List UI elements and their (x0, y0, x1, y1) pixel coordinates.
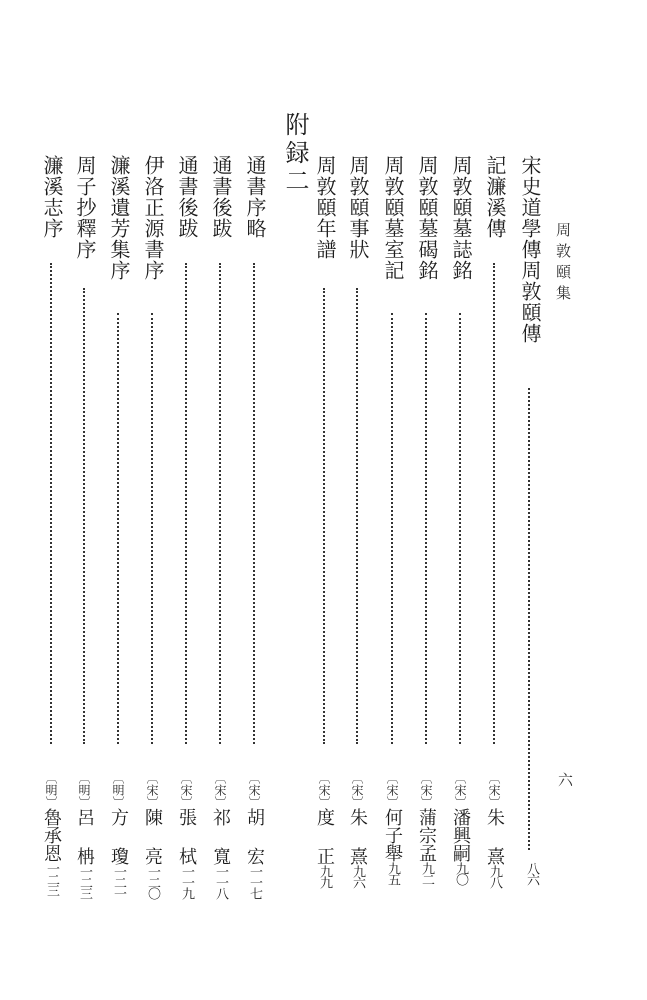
toc-entry-title: 周敦頤事狀 (346, 155, 370, 260)
toc-entry-dynasty: 〔宋〕 (419, 772, 433, 808)
toc-entry-title: 周敦頤年譜 (313, 155, 337, 260)
toc-entry-dynasty: 〔宋〕 (213, 772, 227, 808)
toc-entry-title: 濂溪遺芳集序 (107, 155, 131, 281)
dotted-leader (253, 263, 255, 744)
toc-entry-page: 一二三 (44, 862, 59, 895)
toc-entry-meta (73, 772, 95, 898)
section-heading: 附録二 (281, 112, 309, 196)
dotted-leader (323, 288, 325, 744)
toc-entry-page: 一一七 (247, 865, 262, 898)
toc-entry-title: 周子抄釋序 (73, 155, 97, 260)
toc-entry-title: 記濂溪傳 (483, 155, 507, 239)
dotted-leader (50, 263, 52, 744)
toc-entry-dynasty: 〔宋〕 (145, 772, 159, 808)
dotted-leader (185, 263, 187, 744)
toc-entry-title: 通書後跋 (209, 155, 233, 239)
toc-entry-title: 周敦頤墓誌銘 (449, 155, 473, 281)
toc-entry-meta (107, 772, 129, 898)
toc-entry-author: 胡 宏 (244, 808, 265, 865)
toc-entry-title: 周敦頤墓室記 (381, 155, 405, 281)
toc-entry-author: 張 栻 (176, 808, 197, 865)
toc-entry-page: 九五 (385, 862, 400, 884)
toc-entry-meta (346, 772, 368, 887)
toc-entry-author: 魯承恩 (41, 808, 62, 862)
toc-entry-title: 周敦頤墓碣銘 (415, 155, 439, 281)
toc-entry-author: 潘興嗣 (450, 808, 471, 862)
toc-entry-author: 方 瓊 (108, 808, 129, 865)
toc-entry-dynasty: 〔明〕 (77, 772, 91, 808)
page-number: 六 (556, 772, 574, 787)
toc-entry-page: 九〇 (453, 862, 468, 884)
dotted-leader (151, 313, 153, 744)
toc-entry-author: 何子舉 (382, 808, 403, 862)
toc-entry-title: 宋史道學傳周敦頤傳 (518, 155, 542, 344)
toc-entry-dynasty: 〔宋〕 (179, 772, 193, 808)
dotted-leader (528, 388, 530, 850)
toc-entry-dynasty: 〔宋〕 (385, 772, 399, 808)
toc-entry-dynasty: 〔宋〕 (247, 772, 261, 808)
toc-entry-author: 朱 熹 (484, 808, 505, 865)
toc-entry-title: 通書序略 (243, 155, 267, 239)
toc-entry-dynasty: 〔明〕 (111, 772, 125, 808)
dotted-leader (425, 313, 427, 744)
toc-entry-meta (40, 772, 62, 895)
dotted-leader (219, 263, 221, 744)
toc-entry-page: 一二三 (77, 865, 92, 898)
toc-entry-author: 呂 柟 (74, 808, 95, 865)
toc-entry-page: 八六 (524, 862, 539, 884)
toc-entry-dynasty: 〔宋〕 (487, 772, 501, 808)
toc-entry-author: 陳 亮 (142, 808, 163, 865)
toc-entry-meta (243, 772, 265, 898)
toc-entry-page: 一二〇 (145, 865, 160, 898)
toc-entry-meta (415, 772, 437, 884)
toc-entry-page: 一一八 (213, 865, 228, 898)
toc-entry-meta (209, 772, 231, 898)
toc-entry-title: 通書後跋 (175, 155, 199, 239)
toc-entry-author: 祁 寬 (210, 808, 231, 865)
toc-entry-page: 九二 (419, 862, 434, 884)
toc-entry-dynasty: 〔宋〕 (317, 772, 331, 808)
dotted-leader (83, 288, 85, 744)
dotted-leader (493, 263, 495, 744)
toc-entry-author: 蒲宗孟 (416, 808, 437, 862)
dotted-leader (459, 313, 461, 744)
toc-entry-meta (381, 772, 403, 884)
toc-entry-meta (175, 772, 197, 898)
toc-entry-title: 濂溪志序 (40, 155, 64, 239)
toc-entry-page: 九八 (487, 865, 502, 887)
toc-entry-meta (449, 772, 471, 884)
toc-entry-author: 朱 熹 (347, 808, 368, 865)
toc-entry-dynasty: 〔明〕 (44, 772, 58, 808)
toc-entry-page: 九六 (350, 865, 365, 887)
dotted-leader (117, 313, 119, 744)
toc-entry-page: 九九 (317, 865, 332, 887)
toc-entry-title: 伊洛正源書序 (141, 155, 165, 281)
toc-entry-dynasty: 〔宋〕 (350, 772, 364, 808)
toc-entry-dynasty: 〔宋〕 (453, 772, 467, 808)
toc-entry-meta (313, 772, 335, 887)
toc-entry-meta (141, 772, 163, 898)
toc-entry-meta (483, 772, 505, 887)
dotted-leader (391, 313, 393, 744)
running-head: 周敦頤集 (554, 222, 572, 306)
dotted-leader (356, 288, 358, 744)
toc-entry-page: 一二一 (111, 865, 126, 898)
toc-entry-page: 一一九 (179, 865, 194, 898)
toc-entry-author: 度 正 (314, 808, 335, 865)
